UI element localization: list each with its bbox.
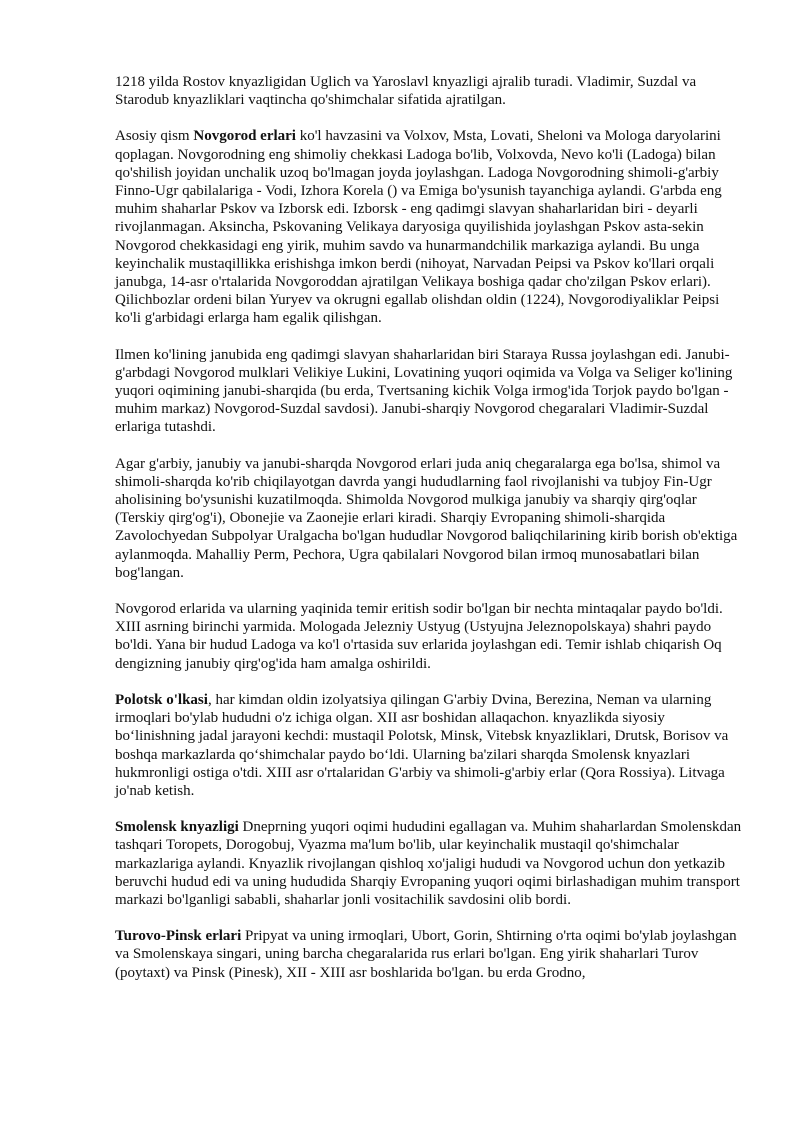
paragraph-text: Agar g'arbiy, janubiy va janubi-sharqda Novgorod erlari juda aniq chegaralarga ega bo'lsa, shimol va shimoli-sharqda ko'rib chiqilayotgan davrda yangi hududlarning faol rivojlanishi va tubjoy Fin-Ugr aholisining bo'ysunishi kuzatilmoqda. Shimolda Novgorod mulkiga janubiy va sharqiy qirg'oqlar (Terskiy qirg'og'i), Obonejie va Zaonejie erlari kiradi. Sharqiy Evropaning shimoli-sharqida Zavolochyedan Subpolyar Uralgacha bo'lgan hududlar Novgorod baliqchilarining kirib borish ob'ektiga aylanmoqda. Mahalliy Perm, Pechora, Ugra qabilalari Novgorod bilan irmoq munosabatlari bilan bog'langan. — [115, 455, 738, 581]
paragraph-4 — [115, 455, 745, 582]
paragraph-5 — [115, 600, 745, 673]
paragraph-text: Novgorod erlarida va ularning yaqinida temir eritish sodir bo'lgan bir nechta mintaqalar paydo bo'ldi. XIII asrning birinchi yarmida. Mologada Jelezniy Ustyug (Ustyujna Jeleznopolskaya) shahri paydo bo'ldi. Yana bir hudud Ladoga va ko'l o'rtasida suv erlarida joylashgan edi. Temir ishlab chiqarish Oq dengizning janubiy qirg'og'ida ham amalga oshirildi. — [115, 601, 723, 672]
paragraph-text: , har kimdan oldin izolyatsiya qilingan G'arbiy Dvina, Berezina, Neman va ularning irmoqlari bo'ylab hududni o'z ichiga olgan. XII asr boshidan allaqachon. knyazlikda siyosiy bo‘linishning jadal jarayoni kechdi: mustaqil Polotsk, Minsk, Vitebsk knyazliklari, Drutsk, Borisov va boshqa markazlarda qo‘shimchalar paydo bo‘ldi. Ularning ba'zilari sharqda Smolensk knyazlari hukmronligi ostiga o'tdi. XIII asr o'rtalaridan G'arbiy va shimoli-g'arbiy erlar (Qora Rossiya). Litvaga jo'nab ketish. — [115, 691, 729, 799]
paragraph-text: Dneprning yuqori oqimi hududini egallagan va. Muhim shaharlardan Smolenskdan tashqari Toropets, Dorogobuj, Vyazma ma'lum bo'lib, ular keyinchalik mustaqil qo'shimchalar markazlariga aylandi. Knyazlik rivojlangan qishloq xo'jaligi hududi va Novgorod uchun don yetkazib beruvchi hudud edi va uning hududida Sharqiy Evropaning yuqori oqimi birlashadigan muhim transport markazi bo'lganligi sababli, shaharlar jonli vositachilik savdosini olib bordi. — [115, 819, 742, 908]
paragraph-3 — [115, 346, 745, 437]
paragraph-heading: Smolensk knyazligi — [115, 819, 239, 836]
paragraph-text: Pripyat va uning irmoqlari, Ubort, Gorin, Shtirning o'rta oqimi bo'ylab joylashgan va Smolenskaya singari, uning barcha chegaralarida rus erlari bo'lgan. Eng yirik shaharlari Turov (poytaxt) va Pinsk (Pinesk), XII - XIII asr boshlarida bo'lgan. bu erda Grodno, — [115, 928, 737, 981]
paragraph-7 — [115, 818, 745, 909]
paragraph-text: ko'l havzasini va Volxov, Msta, Lovati, Sheloni va Mologa daryolarini qoplagan. Novgorodning eng shimoliy chekkasi Ladoga bo'lib, Volxovda, Nevo ko'li (Ladoga) bilan qo'shilish joyidan unchalik uzoq bo'lmagan joyda joylashgan. Ladoga Novgorodning shimoli-g'arbiy Finno-Ugr qabilalariga - Vodi, Izhora Korela () va Emiga bo'ysunish tayanchiga aylandi. G'arbda eng muhim shaharlar Pskov va Izborsk edi. Izborsk - eng qadimgi slavyan shaharlaridan biri - deyarli rivojlanmagan. Aksincha, Pskovaning Velikaya daryosiga quyilishida joylashgan Pskov asta-sekin Novgorod chekkasidagi eng yirik, muhim savdo va hunarmandchilik markaziga aylandi. Bu unga keyinchalik mustaqillikka erishishga imkon berdi (nihoyat, Narvadan Peipsi va Pskov ko'llari orqali janubga, 14-asr o'rtalarida Novgoroddan ajratilgan Velikaya boshiga qadar cho'zilgan Pskov erlari). Qilichbozlar ordeni bilan Yuryev va okrugni egallab olishdan oldin (1224), Novgorodiyaliklar Peipsi ko'li g'arbidagi erlarga ham egalik qilishgan. — [115, 128, 722, 327]
paragraph-heading: Turovo-Pinsk erlari — [115, 928, 242, 945]
paragraph-pre: Asosiy qism — [115, 128, 194, 145]
paragraph-1 — [115, 73, 745, 109]
paragraph-heading: Polotsk o'lkasi — [115, 691, 208, 708]
paragraph-heading: Novgorod erlari — [193, 128, 296, 145]
paragraph-text: Ilmen ko'lining janubida eng qadimgi slavyan shaharlaridan biri Staraya Russa joylashgan edi. Janubi-g'arbdagi Novgorod mulklari Velikiye Lukini, Lovatining yuqori oqimida va Volga va Seliger ko'lining yuqori oqimining janubi-sharqida (bu erda, Tvertsaning kichik Volga irmog'ida Torjok paydo bo'lgan - muhim markaz) Novgorod-Suzdal savdosi). Janubi-sharqiy Novgorod chegaralari Vladimir-Suzdal erlariga tutashdi. — [115, 346, 733, 436]
paragraph-6 — [115, 691, 745, 800]
paragraph-text: 1218 yilda Rostov knyazligidan Uglich va Yaroslavl knyazligi ajralib turadi. Vladimir, Suzdal va Starodub knyazliklari vaqtincha qo'shimchalar sifatida ajratilgan. — [115, 74, 697, 109]
paragraph-2 — [115, 127, 745, 327]
paragraph-8 — [115, 927, 745, 982]
document-page — [115, 73, 745, 1000]
